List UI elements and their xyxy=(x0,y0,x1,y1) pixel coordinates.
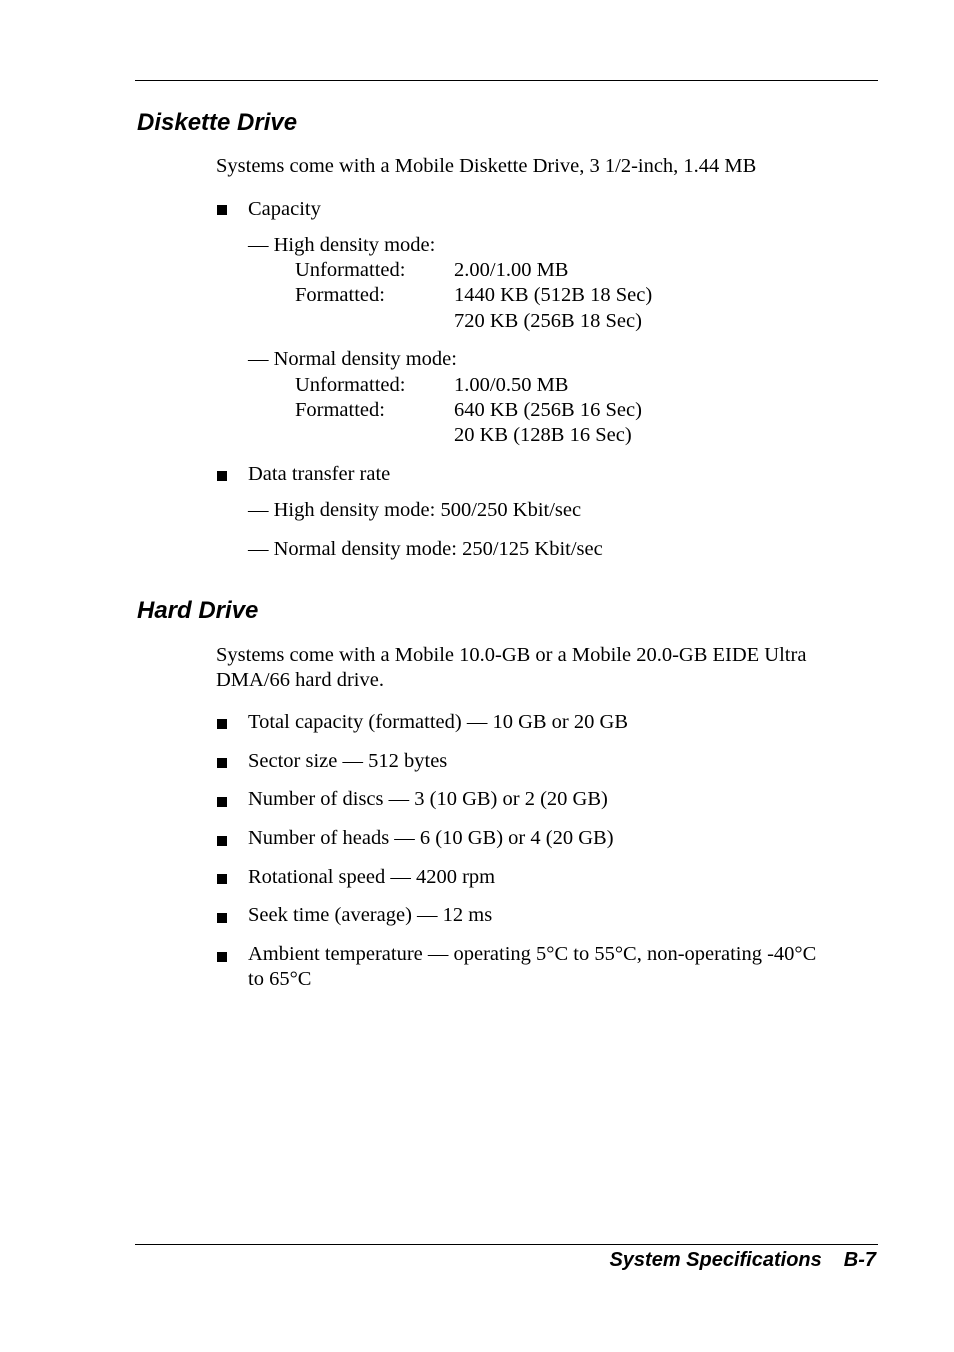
normal-unformatted-label: Unformatted: xyxy=(295,374,406,396)
bullet-icon xyxy=(217,758,227,768)
bullet-icon xyxy=(217,836,227,846)
list-item: Sector size — 512 bytes xyxy=(248,750,448,772)
bullet-icon xyxy=(217,719,227,729)
bullet-icon xyxy=(217,874,227,884)
normal-formatted-label: Formatted: xyxy=(295,399,385,421)
normal-density-mode-label: — Normal density mode: xyxy=(248,348,457,370)
section-title-hard-drive: Hard Drive xyxy=(137,597,259,624)
section-title-diskette: Diskette Drive xyxy=(137,109,298,136)
high-formatted-label: Formatted: xyxy=(295,284,385,306)
transfer-rate-label: Data transfer rate xyxy=(248,463,391,485)
transfer-high-density: — High density mode: 500/250 Kbit/sec xyxy=(248,499,582,521)
normal-formatted-value-1: 640 KB (256B 16 Sec) xyxy=(454,399,642,421)
list-item: Number of discs — 3 (10 GB) or 2 (20 GB) xyxy=(248,788,608,810)
bullet-icon xyxy=(217,952,227,962)
capacity-label: Capacity xyxy=(248,198,321,220)
high-formatted-value-2: 720 KB (256B 18 Sec) xyxy=(454,310,642,332)
list-item: Rotational speed — 4200 rpm xyxy=(248,866,496,888)
footer-section-title: System Specifications xyxy=(609,1249,822,1271)
normal-formatted-value-2: 20 KB (128B 16 Sec) xyxy=(454,424,632,446)
hard-intro-line-2: DMA/66 hard drive. xyxy=(216,669,384,691)
footer-rule xyxy=(135,1244,878,1245)
high-formatted-value-1: 1440 KB (512B 18 Sec) xyxy=(454,284,653,306)
list-item: Seek time (average) — 12 ms xyxy=(248,904,493,926)
diskette-intro: Systems come with a Mobile Diskette Drive, 3 1/2-inch, 1.44 MB xyxy=(216,155,757,177)
transfer-normal-density: — Normal density mode: 250/125 Kbit/sec xyxy=(248,538,603,560)
high-unformatted-label: Unformatted: xyxy=(295,259,406,281)
high-unformatted-value: 2.00/1.00 MB xyxy=(454,259,569,281)
header-rule xyxy=(135,80,878,81)
bullet-icon xyxy=(217,205,227,215)
temperature-line-2: to 65°C xyxy=(248,968,312,990)
normal-unformatted-value: 1.00/0.50 MB xyxy=(454,374,569,396)
high-density-mode-label: — High density mode: xyxy=(248,234,436,256)
page-number: B-7 xyxy=(843,1249,876,1271)
hard-intro-line-1: Systems come with a Mobile 10.0-GB or a Mobile 20.0-GB EIDE Ultra xyxy=(216,644,807,666)
list-item: Number of heads — 6 (10 GB) or 4 (20 GB) xyxy=(248,827,614,849)
page-footer xyxy=(609,1247,876,1273)
temperature-line-1: Ambient temperature — operating 5°C to 55°C, non-operating -40°C xyxy=(248,943,817,965)
bullet-icon xyxy=(217,913,227,923)
list-item: Total capacity (formatted) — 10 GB or 20 GB xyxy=(248,711,628,733)
bullet-icon xyxy=(217,797,227,807)
bullet-icon xyxy=(217,471,227,481)
